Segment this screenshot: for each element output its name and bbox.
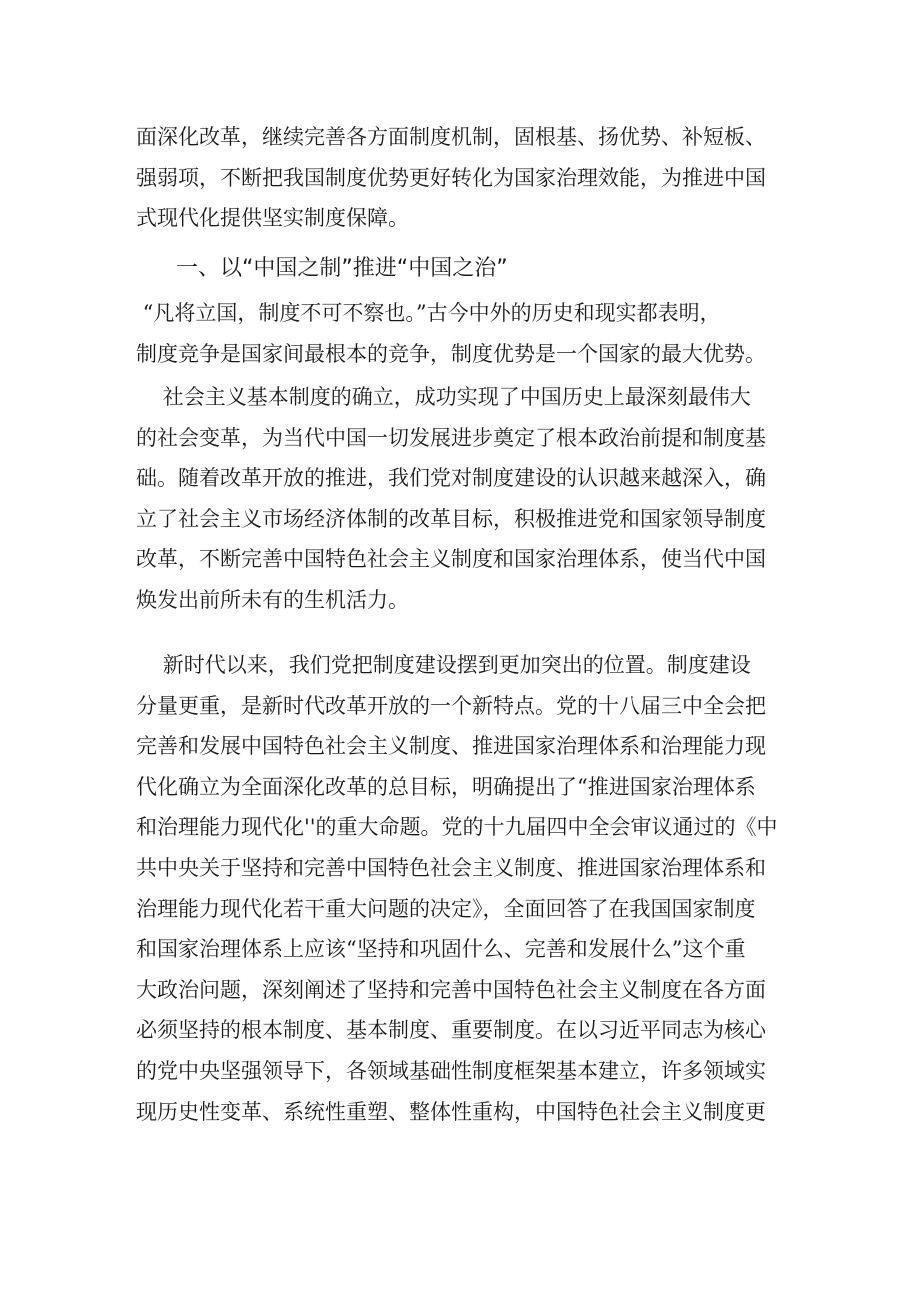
text-line: 式现代化提供坚实制度保障。 [136,206,409,231]
intro-paragraph [136,117,786,239]
text-line: 改革，不断完善中国特色社会主义制度和国家治理体系，使当代中国 [136,547,766,572]
text-line: 完善和发展中国特色社会主义制度、推进国家治理体系和治理能力现 [136,734,766,759]
text-line: 制度竞争是国家间最根本的竞争，制度优势是一个国家的最大优势。 [136,341,766,366]
text-line: 础。随着改革开放的推进，我们党对制度建设的认识越来越深入，确 [136,466,766,491]
text-line: 必须坚持的根本制度、基本制度、重要制度。在以习近平同志为核心 [136,1018,766,1043]
text-line: 面深化改革，继续完善各方面制度机制，固根基、扬优势、补短板、 [136,125,766,149]
text-line: 治理能力现代化若干重大问题的决定》，全面回答了在我国国家制度 [136,896,756,921]
text-line: “凡将立国，制度不可不察也。”古今中外的历史和现实都表明， [136,301,721,325]
paragraph-2 [136,377,786,621]
text-line: 社会主义基本制度的确立，成功实现了中国历史上最深刻最伟大 [136,385,751,409]
paragraph-1 [136,293,786,374]
text-line: 焕发出前所未有的生机活力。 [136,587,409,612]
text-line: 立了社会主义市场经济体制的改革目标，积极推进党和国家领导制度 [136,506,766,531]
text-line: 的社会变革，为当代中国一切发展进步奠定了根本政治前提和制度基 [136,425,766,450]
text-line: 新时代以来，我们党把制度建设摆到更加突出的位置。制度建设 [136,653,751,677]
text-line: 和国家治理体系上应该“坚持和巩固什么、完善和发展什么”这个重 [136,937,746,962]
text-line: 和治理能力现代化''的重大命题。党的十九届四中全会审议通过的《中 [136,815,778,840]
paragraph-3 [136,645,786,1132]
text-line: 代化确立为全面深化改革的总目标，明确提出了“推进国家治理体系 [136,774,756,799]
text-line: 现历史性变革、系统性重塑、整体性重构，中国特色社会主义制度更 [136,1099,766,1124]
text-line: 分量更重，是新时代改革开放的一个新特点。党的十八届三中全会把 [136,693,766,718]
text-line: 共中央关于坚持和完善中国特色社会主义制度、推进国家治理体系和 [136,855,766,880]
text-line: 强弱项，不断把我国制度优势更好转化为国家治理效能，为推进中国 [136,165,766,190]
section-heading: 一、以“中国之制”推进“中国之治” [176,256,508,281]
text-line: 的党中央坚强领导下，各领域基础性制度框架基本建立，许多领域实 [136,1058,766,1083]
text-line: 大政治问题，深刻阐述了坚持和完善中国特色社会主义制度在各方面 [136,977,766,1002]
